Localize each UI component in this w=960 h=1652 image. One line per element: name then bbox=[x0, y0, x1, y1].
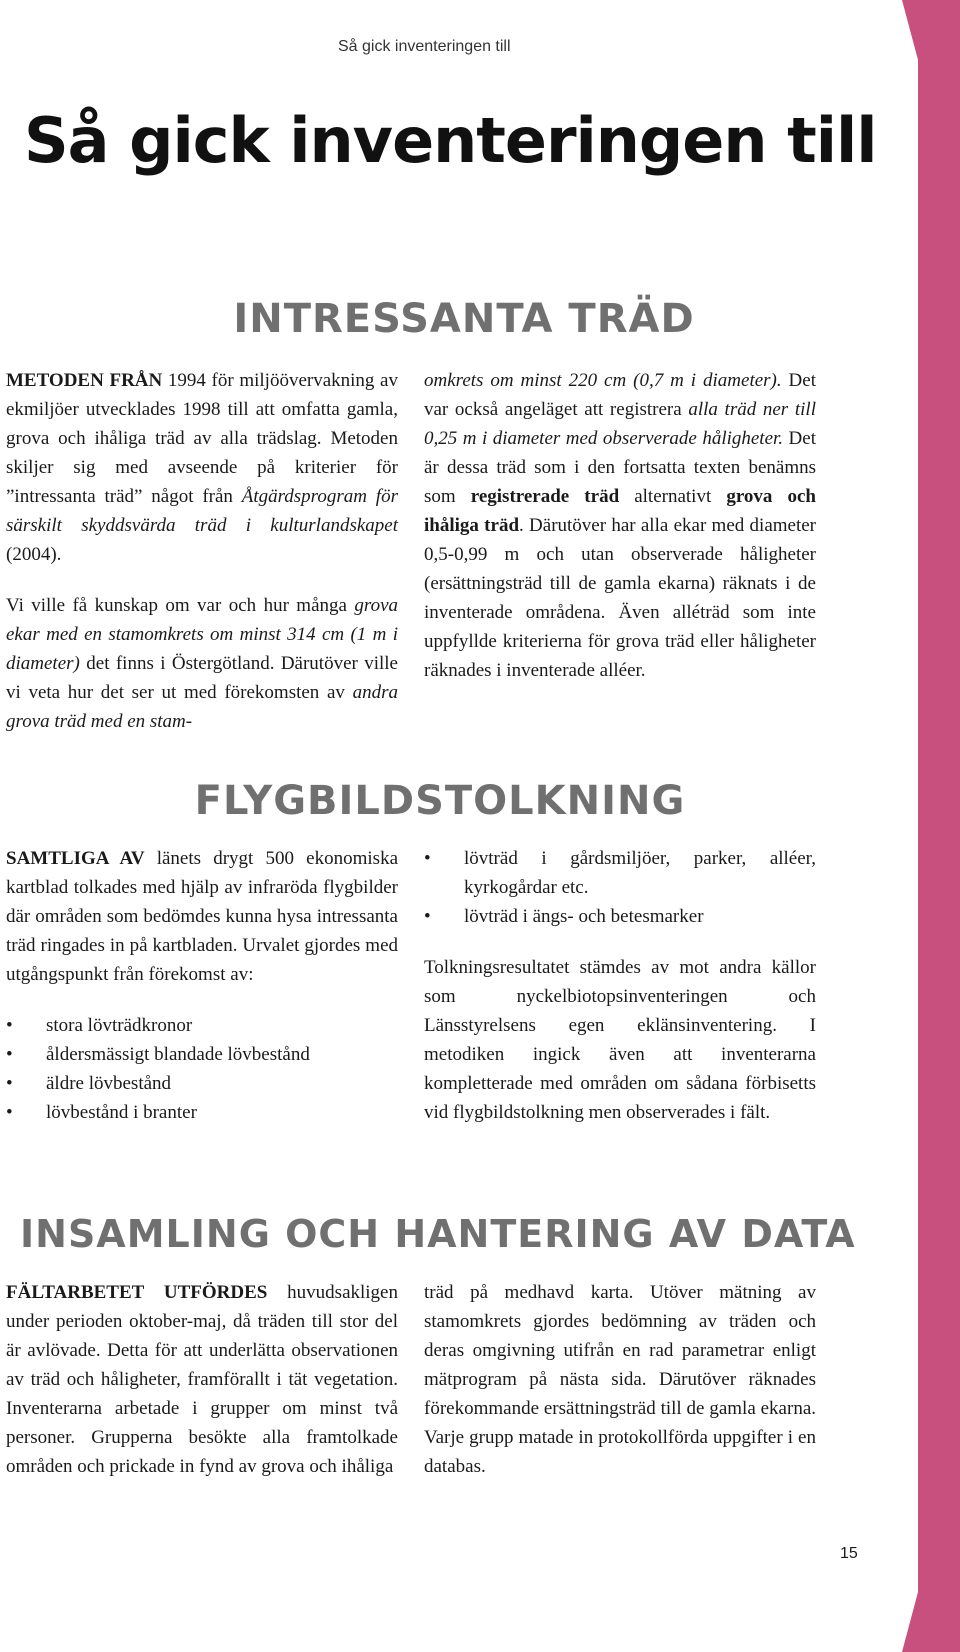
section1-p2-text-2: det finns i Östergötland. Därutöver ville vi veta hur det ser ut med förekomsten av bbox=[6, 653, 398, 703]
section1-right-paragraph bbox=[424, 366, 816, 685]
list-item bbox=[6, 1011, 398, 1040]
section1-right-text-4: . Därutöver har alla ekar med diameter 0,5-0,99 m och utan observerade håligheter (ersättningsträd till de gamla ekarna) räknats i de inventerade områdena. Även alléträd som inte uppfyllde kriterierna för grova träd eller håligheter räknades i inventerade alléer. bbox=[424, 515, 816, 681]
section2-right-paragraph: Tolkningsresultatet stämdes av mot andra källor som nyckelbiotopsinventeringen och Länsstyrelsens egen eklänsinventering. I metodiken ingick även att inventerarna kompletterade med områden om sådana förbisetts vid flygbildstolkning men observerades i fält. bbox=[424, 957, 816, 1123]
accent-stripe bbox=[918, 0, 960, 1652]
section2-paragraph bbox=[6, 844, 398, 989]
section1-right-bold-1: registrerade träd bbox=[470, 486, 620, 507]
section1-right-column bbox=[424, 366, 816, 685]
section1-right-text-3: alternativt bbox=[619, 486, 727, 507]
bullet-icon: • bbox=[6, 1102, 13, 1123]
section1-p2-italic-2: andra grova träd med en stam- bbox=[6, 682, 398, 732]
list-item-text: lövträd i gårdsmiljöer, parker, alléer, kyrkogårdar etc. bbox=[464, 848, 816, 898]
list-item-text: lövträd i ängs- och betesmarker bbox=[464, 906, 704, 927]
section1-right-italic-1: omkrets om minst 220 cm (0,7 m i diameter). bbox=[424, 370, 782, 391]
accent-notch-bottom bbox=[902, 1592, 918, 1652]
section1-p2-text: Vi ville få kunskap om var och hur många bbox=[6, 595, 355, 616]
section1-lead: METODEN FRÅN bbox=[6, 370, 163, 391]
section2-lead: SAMTLIGA AV bbox=[6, 848, 145, 869]
section2-right-column bbox=[424, 844, 816, 1127]
heading-flygbildstolkning: FLYGBILDSTOLKNING bbox=[194, 778, 686, 824]
list-item bbox=[6, 1040, 398, 1069]
section1-p2-italic-1: grova ekar med en stamomkrets om minst 314 cm (1 m i diameter) bbox=[6, 595, 398, 674]
list-item bbox=[6, 1098, 398, 1127]
section2-left-column bbox=[6, 844, 398, 1127]
section2-right-bullet-list bbox=[424, 844, 816, 931]
list-item bbox=[424, 844, 816, 902]
list-item-text: lövbestånd i branter bbox=[46, 1102, 197, 1123]
section1-p1-italic: Åtgärdsprogram för särskilt skyddsvärda träd i kulturlandskapet bbox=[6, 486, 398, 536]
list-item-text: stora lövträdkronor bbox=[46, 1015, 193, 1036]
section1-p1-text: 1994 för miljöövervakning av ekmiljöer utvecklades 1998 till att omfatta gamla, grova och ihåliga träd av alla trädslag. Metoden skiljer sig med avseende på kriterier för ”intressanta träd” något från bbox=[6, 370, 398, 507]
page-title: Så gick inventeringen till bbox=[24, 104, 877, 177]
section1-left-column bbox=[6, 366, 398, 736]
section2-text: länets drygt 500 ekonomiska kartblad tolkades med hjälp av infraröda flygbilder där områden som bedömdes kunna hysa intressanta träd ringades in på kartbladen. Urvalet gjordes med utgångspunkt från förekomst av: bbox=[6, 848, 399, 985]
bullet-icon: • bbox=[6, 1073, 13, 1094]
section2-left-bullet-list bbox=[6, 1011, 398, 1127]
list-item bbox=[6, 1069, 398, 1098]
section3-lead: FÄLTARBETET UTFÖRDES bbox=[6, 1282, 268, 1303]
list-item-text: äldre lövbestånd bbox=[46, 1073, 172, 1094]
accent-notch-top bbox=[902, 0, 918, 60]
page-number: 15 bbox=[840, 1545, 858, 1562]
section1-right-text-1: Det var också angeläget att registrera bbox=[424, 370, 816, 420]
bullet-icon: • bbox=[424, 906, 431, 927]
section1-right-text-2: Det är dessa träd som i den fortsatta texten benämns som bbox=[424, 428, 816, 507]
bullet-icon: • bbox=[6, 1015, 13, 1036]
section1-right-bold-2: grova och ihåliga träd bbox=[424, 486, 816, 536]
section1-paragraph-2 bbox=[6, 591, 398, 736]
heading-intressanta-trad: INTRESSANTA TRÄD bbox=[233, 296, 695, 342]
section3-left-paragraph bbox=[6, 1278, 398, 1481]
section3-right-column bbox=[424, 1278, 816, 1481]
running-head: Så gick inventeringen till bbox=[338, 38, 511, 55]
section1-p1-tail: (2004). bbox=[6, 544, 62, 565]
section3-right-paragraph: träd på medhavd karta. Utöver mätning av stamomkrets gjordes bedömning av träden och deras omgivning utifrån en rad parametrar enligt mätprogram på nästa sida. Därutöver räknades förekommande ersättningsträd till de gamla ekarna. Varje grupp matade in protokollförda uppgifter i en databas. bbox=[424, 1282, 816, 1477]
section3-left-text: huvudsakligen under perioden oktober-maj, då träden till stor del är avlövade. Detta för att underlätta observationen av träd och håligheter, framförallt i tät vegetation. Inventerarna arbetade i grupper om minst två personer. Grupperna besökte alla framtolkade områden och prickade in fynd av grova och ihåliga bbox=[6, 1282, 398, 1477]
section1-right-italic-2: alla träd ner till 0,25 m i diameter med observerade håligheter. bbox=[424, 399, 816, 449]
list-item bbox=[424, 902, 816, 931]
section1-paragraph-1 bbox=[6, 366, 398, 569]
list-item-text: åldersmässigt blandade lövbestånd bbox=[46, 1044, 310, 1065]
bullet-icon: • bbox=[6, 1044, 13, 1065]
heading-insamling-och-hantering: INSAMLING OCH HANTERING AV DATA bbox=[20, 1212, 856, 1256]
bullet-icon: • bbox=[424, 848, 431, 869]
section3-left-column bbox=[6, 1278, 398, 1481]
